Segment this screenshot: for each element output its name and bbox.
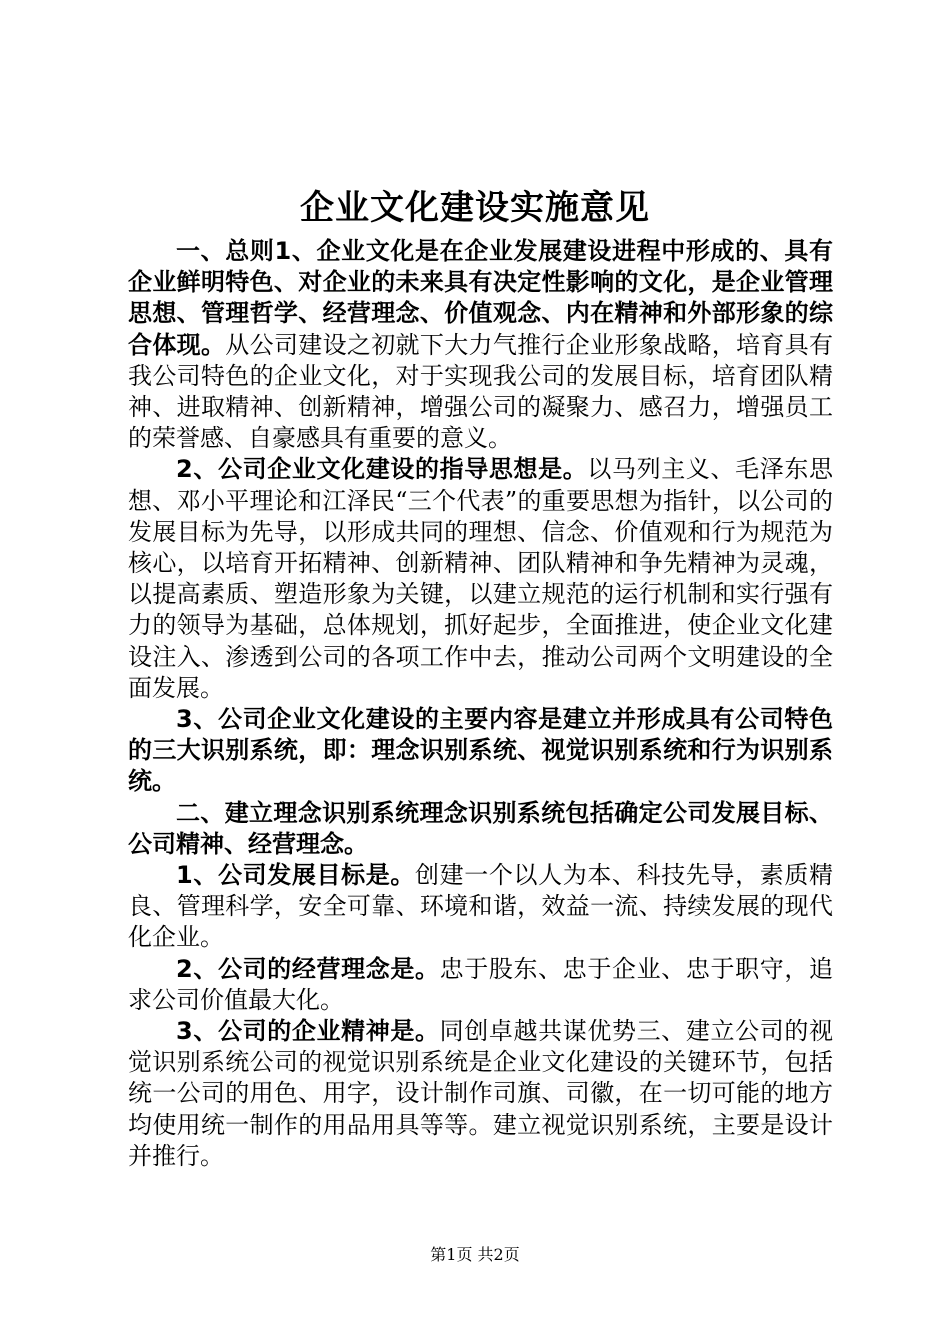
paragraph-enterprise-spirit [128, 1016, 833, 1172]
paragraph-regular-text: 创建一个以人为本、科技先导，素质精良、管理科学，安全可靠、环境和谐，效益一流、持续发展的现代化企业。 [128, 861, 833, 952]
paragraph-regular-text: 从公司建设之初就下大力气推行企业形象战略，培育具有我公司特色的企业文化，对于实现我公司的发展目标，培育团队精神、进取精神、创新精神，增强公司的凝聚力、感召力，增强员工的荣誉感、自豪感具有重要的意义。 [128, 330, 834, 453]
paragraph-bold-text: 二、建立理念识别系统理念识别系统包括确定公司发展目标、公司精神、经营理念。 [128, 798, 833, 858]
document-body [128, 236, 833, 1172]
paragraph-bold-text: 一、总则1、企业文化是在企业发展建设进程中形成的、具有企业鲜明特色、对企业的未来具有决定性影响的文化，是企业管理思想、管理哲学、经营理念、价值观念、内在精神和外部形象的综合体现。 [128, 237, 833, 359]
paragraph-bold-text: 3、公司企业文化建设的主要内容是建立并形成具有公司特色的三大识别系统，即：理念识别系统、视觉识别系统和行为识别系统。 [128, 705, 833, 796]
page-footer: 第1页 共2页 [430, 1245, 520, 1264]
paragraph-bold-text: 1、公司发展目标是。 [176, 861, 415, 890]
paragraph-business-philosophy [128, 954, 833, 1016]
paragraph-regular-text: 同创卓越共谋优势三、建立公司的视觉识别系统公司的视觉识别系统是企业文化建设的关键环节，包括统一公司的用色、用字，设计制作司旗、司徽，在一切可能的地方均使用统一制作的用品用具等等。建立视觉识别系统，主要是设计并推行。 [128, 1017, 833, 1170]
paragraph-development-goal [128, 860, 833, 954]
paragraph-bold-text: 2、公司的经营理念是。 [176, 954, 440, 983]
paragraph-general-1 [128, 236, 833, 454]
paragraph-bold-text: 2、公司企业文化建设的指导思想是。 [176, 455, 588, 484]
paragraph-regular-text: 忠于股东、忠于企业、忠于职守，追求公司价值最大化。 [128, 954, 833, 1014]
paragraph-bold-text: 3、公司的企业精神是。 [176, 1017, 440, 1046]
paragraph-concept-identity [128, 798, 833, 860]
document-title: 企业文化建设实施意见 [300, 188, 650, 228]
paragraph-guiding-ideology [128, 454, 833, 704]
paragraph-regular-text: 以马列主义、毛泽东思想、邓小平理论和江泽民“三个代表”的重要思想为指针，以公司的发展目标为先导，以形成共同的理想、信念、价值观和行为规范为核心，以培育开拓精神、创新精神、团队精神和争先精神为灵魂，以提高素质、塑造形象为关键，以建立规范的运行机制和实行强有力的领导为基础，总体规划，抓好起步，全面推进，使企业文化建设注入、渗透到公司的各项工作中去，推动公司两个文明建设的全面发展。 [128, 455, 833, 702]
paragraph-main-content [128, 704, 833, 798]
